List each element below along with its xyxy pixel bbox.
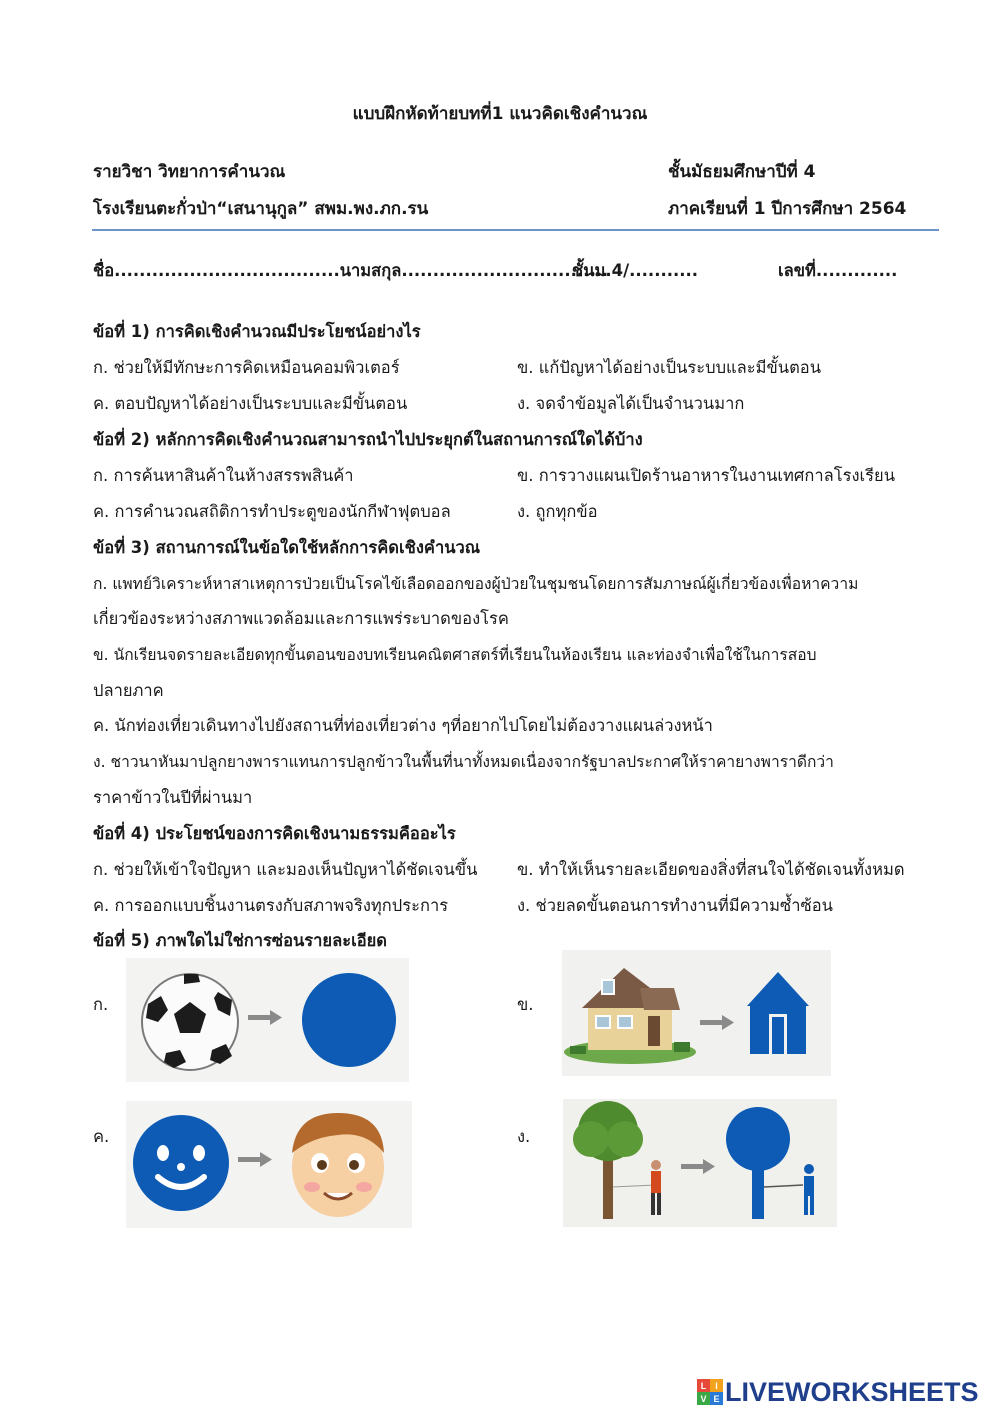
tree-to-shape-illustration (563, 1099, 837, 1227)
q5-label-b: ข. (517, 995, 534, 1014)
smiley-to-face-illustration (126, 1101, 412, 1228)
house-to-shape-illustration (562, 950, 831, 1076)
liveworksheets-text: LIVEWORKSHEETS (725, 1376, 979, 1407)
q5-label-a: ก. (93, 995, 109, 1014)
school-label: โรงเรียนตะกั่วป่า“เสนานุกูล” สพม.พง.ภก.รน (93, 199, 429, 219)
q1-option-b: ข. แก้ปัญหาได้อย่างเป็นระบบและมีขั้นตอน (517, 358, 821, 377)
q2-option-c: ค. การคำนวณสถิติการทำประตูของนักกีฬาฟุตบอล (93, 502, 451, 521)
question-4: ข้อที่ 4) ประโยชน์ของการคิดเชิงนามธรรมคืออะไร (93, 824, 456, 843)
term-label: ภาคเรียนที่ 1 ปีการศึกษา 2564 (668, 199, 907, 219)
q2-option-a: ก. การค้นหาสินค้าในห้างสรรพสินค้า (93, 466, 354, 485)
q1-option-c: ค. ตอบปัญหาได้อย่างเป็นระบบและมีขั้นตอน (93, 394, 408, 413)
football-icon (142, 974, 238, 1070)
liveworksheets-watermark (697, 1377, 979, 1407)
q5-image-b[interactable] (562, 950, 831, 1076)
arrow-right-icon (248, 1010, 282, 1025)
arrow-right-icon (700, 1015, 734, 1030)
q4-option-c: ค. การออกแบบชิ้นงานตรงกับสภาพจริงทุกประการ (93, 896, 449, 915)
grade-label: ชั้นมัธยมศึกษาปีที่ 4 (668, 162, 816, 182)
q1-option-d: ง. จดจำข้อมูลได้เป็นจำนวนมาก (517, 394, 745, 413)
question-2: ข้อที่ 2) หลักการคิดเชิงคำนวณสามารถนำไปประยุกต์ในสถานการณ์ใดได้บ้าง (93, 430, 643, 449)
arrow-right-icon (681, 1159, 715, 1174)
question-5: ข้อที่ 5) ภาพใดไม่ใช่การซ่อนรายละเอียด (93, 931, 388, 950)
q3-option-a-line2: เกี่ยวข้องระหว่างสภาพแวดล้อมและการแพร่ระบาดของโรค (93, 609, 509, 628)
q3-option-a-line1: ก. แพทย์วิเคราะห์หาสาเหตุการป่วยเป็นโรคไข้เลือดออกของผู้ป่วยในชุมชนโดยการสัมภาษณ์ผู้เกี่ยวข้องเพื่อหาความ (93, 575, 859, 593)
tree-icon (573, 1101, 661, 1219)
q5-label-c: ค. (93, 1127, 110, 1146)
blue-house-shape (747, 972, 809, 1054)
q3-option-c: ค. นักท่องเที่ยวเดินทางไปยังสถานที่ท่องเที่ยวต่าง ๆที่อยากไปโดยไม่ต้องวางแผนล่วงหน้า (93, 716, 713, 735)
logo-letter-i: I (710, 1379, 723, 1392)
header-divider (92, 229, 939, 231)
q5-image-a[interactable] (126, 958, 409, 1082)
q2-option-d: ง. ถูกทุกข้อ (517, 502, 598, 521)
question-3: ข้อที่ 3) สถานการณ์ในข้อใดใช้หลักการคิดเชิงคำนวณ (93, 538, 481, 557)
logo-letter-e: E (710, 1392, 723, 1405)
subject-label: รายวิชา วิทยาการคำนวณ (93, 162, 286, 182)
question-1: ข้อที่ 1) การคิดเชิงคำนวณมีประโยชน์อย่างไร (93, 322, 421, 341)
q4-option-b: ข. ทำให้เห็นรายละเอียดของสิ่งที่สนใจได้ชัดเจนทั้งหมด (517, 860, 905, 879)
logo-letter-l: L (697, 1379, 710, 1392)
liveworksheets-logo-icon (697, 1379, 723, 1405)
arrow-right-icon (238, 1152, 272, 1167)
q3-option-d-line2: ราคาข้าวในปีที่ผ่านมา (93, 788, 253, 807)
student-name-field: ชื่อ....................................นามสกุล................................. (93, 261, 609, 280)
house-icon (564, 968, 696, 1064)
q4-option-a: ก. ช่วยให้เข้าใจปัญหา และมองเห็นปัญหาได้ชัดเจนขึ้น (93, 860, 478, 879)
blue-tree-shape (726, 1107, 814, 1219)
blue-smiley-shape (133, 1115, 229, 1211)
cartoon-face-icon (292, 1113, 384, 1217)
q3-option-b-line2: ปลายภาค (93, 681, 164, 700)
football-to-circle-illustration (126, 958, 409, 1082)
logo-letter-v: V (697, 1392, 710, 1405)
q5-label-d: ง. (517, 1127, 531, 1146)
q2-option-b: ข. การวางแผนเปิดร้านอาหารในงานเทศกาลโรงเรียน (517, 466, 895, 485)
q4-option-d: ง. ช่วยลดขั้นตอนการทำงานที่มีความซ้ำซ้อน (517, 896, 833, 915)
q3-option-d-line1: ง. ชาวนาหันมาปลูกยางพาราแทนการปลูกข้าวในพื้นที่นาทั้งหมดเนื่องจากรัฐบาลประกาศให้ราคายางพาราดีกว่า (93, 753, 834, 771)
class-field: ชั้นม.4/........... (572, 261, 699, 280)
q5-image-d[interactable] (563, 1099, 837, 1227)
q5-image-c[interactable] (126, 1101, 412, 1228)
blue-circle-shape (302, 973, 396, 1067)
number-field: เลขที่............. (778, 261, 898, 280)
q1-option-a: ก. ช่วยให้มีทักษะการคิดเหมือนคอมพิวเตอร์ (93, 358, 400, 377)
q3-option-b-line1: ข. นักเรียนจดรายละเอียดทุกขั้นตอนของบทเรียนคณิตศาสตร์ที่เรียนในห้องเรียน และท่องจำเพื่อใช้ในการสอบ (93, 646, 817, 664)
worksheet-title: แบบฝึกหัดท้ายบทที่1 แนวคิดเชิงคำนวณ (352, 104, 648, 124)
